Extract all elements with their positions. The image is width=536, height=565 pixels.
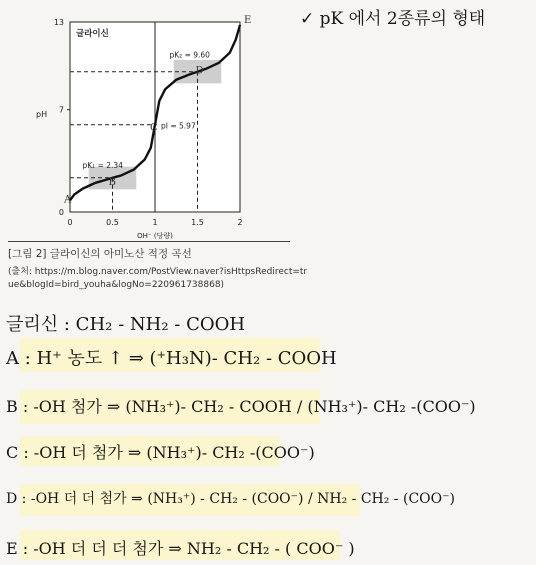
chart-title: 글라이신	[76, 29, 109, 39]
note-b: B : -OH 첨가 ⇒ (NH₃⁺)- CH₂ - COOH / (NH₃⁺)- CH₂ -(COO⁻)	[6, 397, 476, 416]
note-glycine: 글리신 : CH₂ - NH₂ - COOH	[6, 314, 246, 335]
point-label-c: C	[150, 122, 158, 134]
point-label-a: A	[64, 194, 72, 206]
caption-source-line2: ue&blogId=bird_youha&logNo=220961738868)	[8, 280, 225, 290]
y-tick-label: 7	[58, 105, 64, 115]
caption-title: [그림 2] 글라이신의 아미노산 적정 곡선	[8, 248, 192, 260]
y-tick-label: 13	[53, 18, 64, 27]
point-label-e: E	[244, 14, 252, 26]
x-axis-label: OH⁻ (당량)	[137, 232, 173, 240]
x-tick-label: 0	[67, 218, 73, 227]
x-tick-label: 0.5	[106, 218, 119, 227]
point-label-d: D	[195, 65, 204, 77]
titration-chart	[0, 0, 300, 240]
y-tick-label: 0	[58, 208, 64, 217]
annotation-label: pI = 5.97	[161, 121, 196, 131]
x-tick-label: 1	[152, 218, 158, 227]
annotation-label: pK₁ = 2.34	[82, 160, 123, 170]
note-a: A : H⁺ 농도 ↑ ⇒ (⁺H₃N)- CH₂ - COOH	[6, 348, 337, 369]
note-e: E : -OH 더 더 더 첨가 ⇒ NH₂ - CH₂ - ( COO⁻ )	[6, 539, 355, 558]
x-tick-label: 2	[237, 218, 243, 227]
titration-chart-svg	[0, 0, 300, 240]
note-d: D : -OH 더 더 첨가 ⇒ (NH₃⁺) - CH₂ - (COO⁻) / NH₂ - CH₂ - (COO⁻)	[6, 491, 455, 507]
caption-rule	[8, 241, 290, 242]
top-note: ✓ pK 에서 2종류의 형태	[300, 9, 486, 29]
note-c: C : -OH 더 첨가 ⇒ (NH₃⁺)- CH₂ -(COO⁻)	[6, 443, 315, 462]
point-label-b: B	[108, 176, 116, 188]
annotation-label: pK₂ = 9.60	[169, 50, 210, 60]
x-tick-label: 1.5	[191, 218, 204, 227]
y-axis-label: pH	[36, 110, 48, 119]
caption-source-line1: (출처: https://m.blog.naver.com/PostView.naver?isHttpsRedirect=tr	[8, 267, 308, 277]
